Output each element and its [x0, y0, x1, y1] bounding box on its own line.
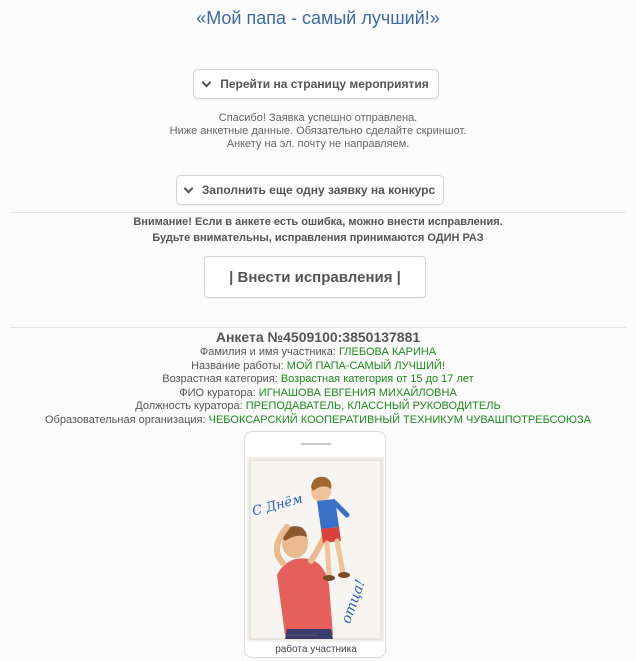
success-message	[0, 112, 636, 151]
submit-another-button[interactable]	[176, 175, 444, 205]
divider	[10, 212, 626, 213]
form-field	[0, 414, 636, 428]
field-value: ГЛЕБОВА КАРИНА	[338, 346, 437, 358]
artwork-card[interactable]	[244, 431, 386, 658]
form-field	[0, 373, 636, 387]
submit-another-button-label: Заполнить еще одну заявку на конкурс	[201, 183, 436, 197]
artwork-image[interactable]	[247, 457, 384, 642]
form-field	[0, 346, 636, 360]
chevron-down-icon	[183, 183, 193, 193]
chevron-down-icon	[202, 77, 212, 87]
form-field	[0, 387, 636, 401]
warning-line: Внимание! Если в анкете есть ошибка, можно внести исправления.	[133, 216, 503, 228]
field-label: Фамилия и имя участника:	[199, 346, 336, 358]
field-value: ПРЕПОДАВАТЕЛЬ, КЛАССНЫЙ РУКОВОДИТЕЛЬ	[245, 400, 501, 412]
field-label: Название работы:	[191, 359, 284, 372]
field-label: Возрастная категория:	[162, 373, 278, 385]
page-title: «Мой папа - самый лучший!»	[196, 8, 440, 28]
event-page-button-label: Перейти на страницу мероприятия	[220, 77, 429, 91]
success-message-line: Спасибо! Заявка успешно отправлена.	[218, 112, 418, 124]
event-page-button[interactable]	[193, 69, 439, 99]
card-handle	[301, 443, 331, 445]
warning-message	[0, 214, 636, 246]
make-corrections-button[interactable]: | Внести исправления |	[204, 256, 426, 298]
artwork-text-top: С Днём	[250, 491, 305, 520]
success-message-line: Анкету на эл. почту не направляем.	[226, 138, 410, 150]
field-label: Образовательная организация:	[44, 413, 206, 426]
form-field	[0, 400, 636, 414]
field-value: Возрастная категория от 15 до 17 лет	[280, 373, 474, 385]
form-fields	[0, 346, 636, 427]
warning-line: Будьте внимательны, исправления принимаются ОДИН РАЗ	[152, 232, 484, 244]
field-label: ФИО куратора:	[179, 386, 256, 399]
artwork-drawing	[247, 457, 384, 642]
form-field	[0, 360, 636, 374]
artwork-caption: работа участника	[275, 644, 357, 655]
field-value: ЧЕБОКСАРСКИЙ КООПЕРАТИВНЫЙ ТЕХНИКУМ ЧУВАШПОТРЕБСОЮЗА	[208, 413, 592, 426]
artwork-text-bottom: отца!	[338, 577, 369, 626]
success-message-line: Ниже анкетные данные. Обязательно сделайте скриншот.	[169, 125, 467, 137]
divider	[10, 327, 626, 328]
form-title: Анкета №4509100:3850137881	[215, 329, 421, 345]
field-value: ИГНАШОВА ЕВГЕНИЯ МИХАЙЛОВНА	[258, 386, 457, 399]
field-value: МОЙ ПАПА-САМЫЙ ЛУЧШИЙ!	[286, 359, 445, 372]
field-label: Должность куратора:	[135, 400, 243, 412]
